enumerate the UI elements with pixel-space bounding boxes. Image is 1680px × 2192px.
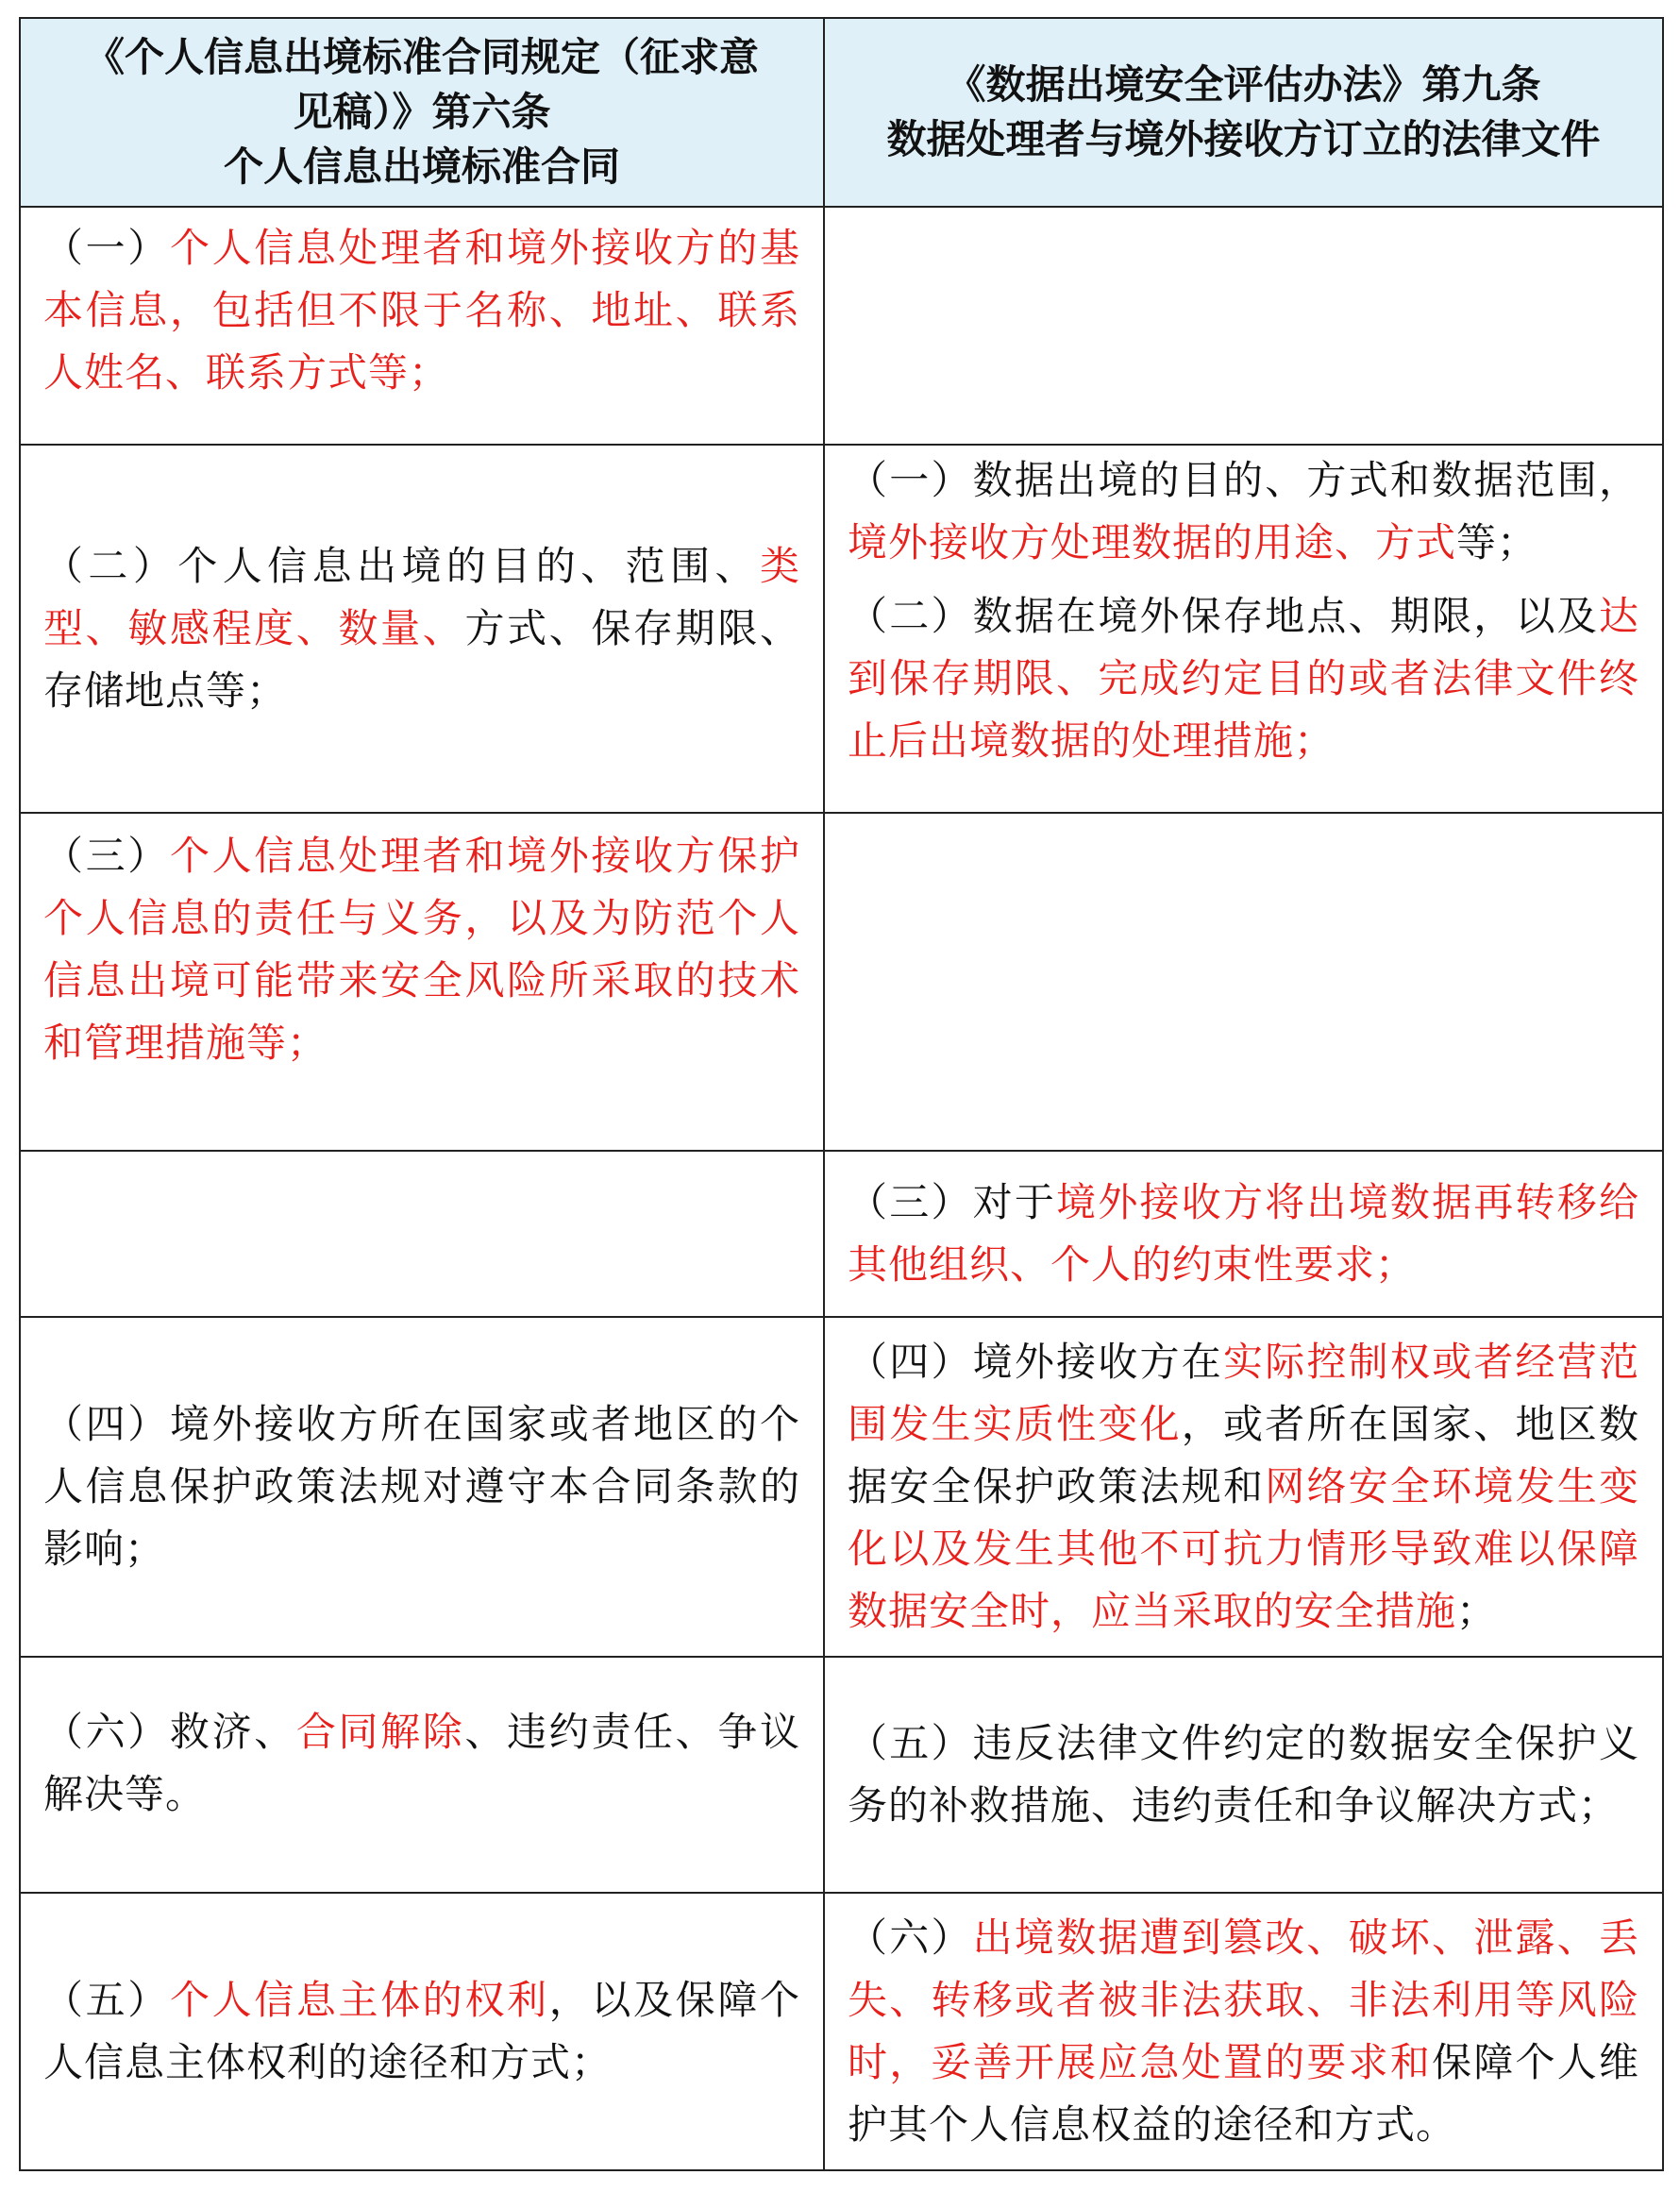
text-segment: ，或者所在国家、地区数据安全保护政策法规和 (848, 1401, 1639, 1509)
text-segment: （一）数据出境的目的、方式和数据范围， (848, 457, 1639, 503)
text-segment: （四）境外接收方所在国家或者地区的个人信息保护政策法规对遵守本合同条款的影响； (43, 1401, 800, 1572)
text-segment: （五） (43, 1977, 170, 2023)
row2-left-cell (20, 445, 824, 813)
highlight-segment: 网络安全环境发生变化以及发生其他不可抗力情形导致难以保障数据安全时，应当采取的安全措施 (848, 1463, 1639, 1634)
comparison-table (19, 17, 1664, 2171)
row2-right-paragraph-2 (848, 585, 1639, 772)
header-right-cell (824, 18, 1663, 207)
text-segment: ； (1456, 1588, 1498, 1634)
row7-right-cell (824, 1893, 1663, 2170)
highlight-segment: 合同解除 (295, 1709, 465, 1755)
header-left-line-3: 个人信息出境标准合同 (223, 143, 620, 190)
table-row (20, 1317, 1663, 1657)
text-segment: ，以及保障个人信息主体权利的途径和方式； (43, 1977, 800, 2085)
row3-right-cell (824, 813, 1663, 1151)
text-segment: （一） (43, 225, 170, 271)
row7-left-cell (20, 1893, 824, 2170)
highlight-segment: 境外接收方处理数据的用途、方式 (848, 519, 1457, 565)
header-left-cell (20, 18, 824, 207)
row2-right-paragraph-1 (848, 449, 1639, 574)
header-right-line-1: 《数据出境安全评估办法》第九条 (946, 61, 1541, 108)
row1-left-cell (20, 207, 824, 445)
table-row (20, 207, 1663, 445)
table-row (20, 445, 1663, 813)
highlight-segment: 实际控制权或者经营范围发生实质性变化 (848, 1339, 1639, 1447)
row4-right-cell (824, 1151, 1663, 1317)
text-segment: （六） (848, 1914, 973, 1961)
highlight-segment: 境外接收方将出境数据再转移给其他组织、个人的约束性要求； (848, 1179, 1639, 1288)
text-segment: （五）违反法律文件约定的数据安全保护义务的补救措施、违约责任和争议解决方式； (848, 1720, 1639, 1829)
text-segment: 、违约责任、争议解决等。 (43, 1709, 800, 1817)
highlight-segment: 个人信息主体的权利 (169, 1977, 549, 2023)
text-segment: （二）个人信息出境的目的、范围、 (43, 543, 760, 589)
text-segment: 保障个人维护其个人信息权益的途径和方式。 (848, 2039, 1639, 2148)
header-right-line-2: 数据处理者与境外接收方订立的法律文件 (886, 116, 1601, 162)
row5-right-cell (824, 1317, 1663, 1657)
highlight-segment: 个人信息处理者和境外接收方保护个人信息的责任与义务，以及为防范个人信息出境可能带来安全风险所采取的技术和管理措施等； (43, 833, 800, 1066)
row1-right-cell (824, 207, 1663, 445)
text-segment: （三）对于 (848, 1179, 1057, 1225)
text-segment: 等； (1456, 519, 1538, 565)
text-segment: （三） (43, 833, 170, 879)
highlight-segment: 出境数据遭到篡改、破坏、泄露、丢失、转移或者被非法获取、非法利用等风险时，妥善开展应急处置的要求和 (848, 1914, 1639, 2085)
table-row (20, 1893, 1663, 2170)
text-segment: （二）数据在境外保存地点、期限，以及 (848, 593, 1599, 639)
text-segment: （六）救济、 (43, 1709, 296, 1755)
table-row (20, 1657, 1663, 1893)
header-row (20, 18, 1663, 207)
row5-left-cell (20, 1317, 824, 1657)
highlight-segment: 类型、敏感程度、数量、 (43, 543, 800, 651)
table-row (20, 813, 1663, 1151)
header-left-line-1: 《个人信息出境标准合同规定（征求意 (84, 34, 759, 80)
highlight-segment: 个人信息处理者和境外接收方的基本信息，包括但不限于名称、地址、联系人姓名、联系方式等； (43, 225, 800, 396)
row6-left-cell (20, 1657, 824, 1893)
highlight-segment: 达到保存期限、完成约定目的或者法律文件终止后出境数据的处理措施； (848, 593, 1639, 764)
table-row (20, 1151, 1663, 1317)
row2-right-cell (824, 445, 1663, 813)
header-left-line-2: 见稿）》第六条 (293, 89, 551, 135)
row4-left-cell (20, 1151, 824, 1317)
text-segment: （四）境外接收方在 (848, 1339, 1223, 1385)
row6-right-cell (824, 1657, 1663, 1893)
text-segment: 方式、保存期限、存储地点等； (43, 605, 800, 714)
row3-left-cell (20, 813, 824, 1151)
